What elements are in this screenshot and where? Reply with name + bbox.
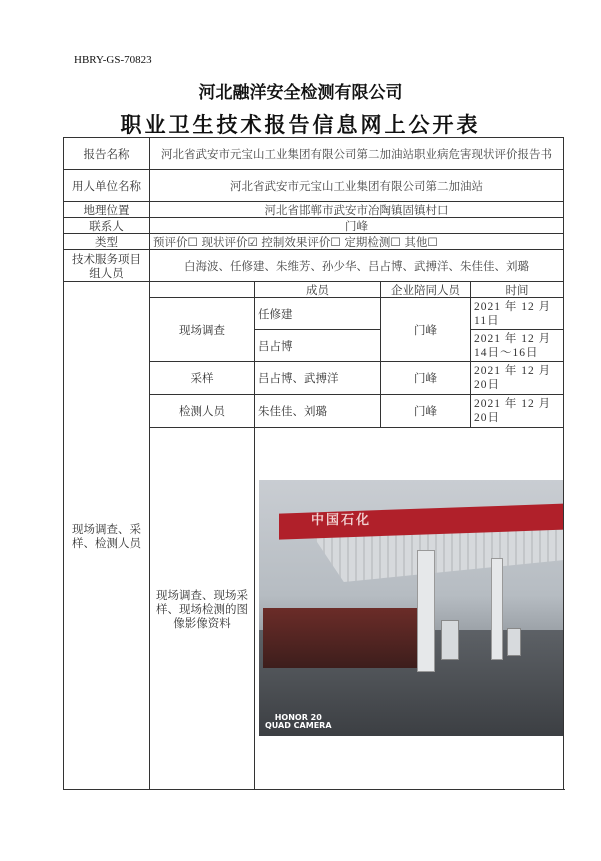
contact-value: 门峰 bbox=[150, 218, 564, 234]
type-label: 类型 bbox=[64, 234, 150, 250]
team-label: 技术服务项目组人员 bbox=[64, 250, 150, 282]
location-value: 河北省邯郸市武安市冶陶镇固镇村口 bbox=[150, 202, 564, 218]
onsite-survey-label: 现场调查 bbox=[150, 298, 255, 362]
col-time-header: 时间 bbox=[471, 282, 564, 298]
camera-watermark: HONOR 20 QUAD CAMERA bbox=[265, 713, 332, 730]
disclosure-form bbox=[63, 137, 564, 790]
employer-value: 河北省武安市元宝山工业集团有限公司第二加油站 bbox=[150, 170, 564, 202]
testing-members: 朱佳佳、刘璐 bbox=[255, 395, 381, 428]
survey-section-label: 现场调查、采样、检测人员 bbox=[64, 282, 150, 790]
sampling-date: 2021 年 12 月 20日 bbox=[471, 362, 564, 395]
onsite-member-1: 任修建 bbox=[255, 298, 381, 330]
type-options: 预评价☐ 现状评价☑ 控制效果评价☐ 定期检测☐ 其他☐ bbox=[150, 234, 564, 250]
contact-label: 联系人 bbox=[64, 218, 150, 234]
sampling-members: 吕占博、武搏洋 bbox=[255, 362, 381, 395]
testing-escort: 门峰 bbox=[381, 395, 471, 428]
sampling-label: 采样 bbox=[150, 362, 255, 395]
onsite-date-2: 2021 年 12 月 14日～16日 bbox=[471, 330, 564, 362]
col-member-header: 成员 bbox=[255, 282, 381, 298]
document-code: HBRY-GS-70823 bbox=[74, 54, 152, 66]
company-name: 河北融洋安全检测有限公司 bbox=[198, 83, 403, 103]
col-escort-header: 企业陪同人员 bbox=[381, 282, 471, 298]
gas-station-photo bbox=[259, 480, 564, 736]
onsite-escort: 门峰 bbox=[381, 298, 471, 362]
location-label: 地理位置 bbox=[64, 202, 150, 218]
photo-cell bbox=[255, 428, 564, 790]
report-name-label: 报告名称 bbox=[64, 138, 150, 170]
testing-label: 检测人员 bbox=[150, 395, 255, 428]
form-title: 职业卫生技术报告信息网上公开表 bbox=[120, 112, 481, 137]
sampling-escort: 门峰 bbox=[381, 362, 471, 395]
survey-header-blank bbox=[150, 282, 255, 298]
employer-label: 用人单位名称 bbox=[64, 170, 150, 202]
photo-brand-text: 中国石化 bbox=[311, 513, 372, 528]
testing-date: 2021 年 12 月 20日 bbox=[471, 395, 564, 428]
report-name-value: 河北省武安市元宝山工业集团有限公司第二加油站职业病危害现状评价报告书 bbox=[150, 138, 564, 170]
images-section-label: 现场调查、现场采样、现场检测的图像影像资料 bbox=[150, 428, 255, 790]
onsite-date-1: 2021 年 12 月 11日 bbox=[471, 298, 564, 330]
team-members: 白海波、任修建、朱维芳、孙少华、吕占博、武搏洋、朱佳佳、刘璐 bbox=[150, 250, 564, 282]
onsite-member-2: 吕占博 bbox=[255, 330, 381, 362]
truck-shape bbox=[263, 608, 433, 668]
